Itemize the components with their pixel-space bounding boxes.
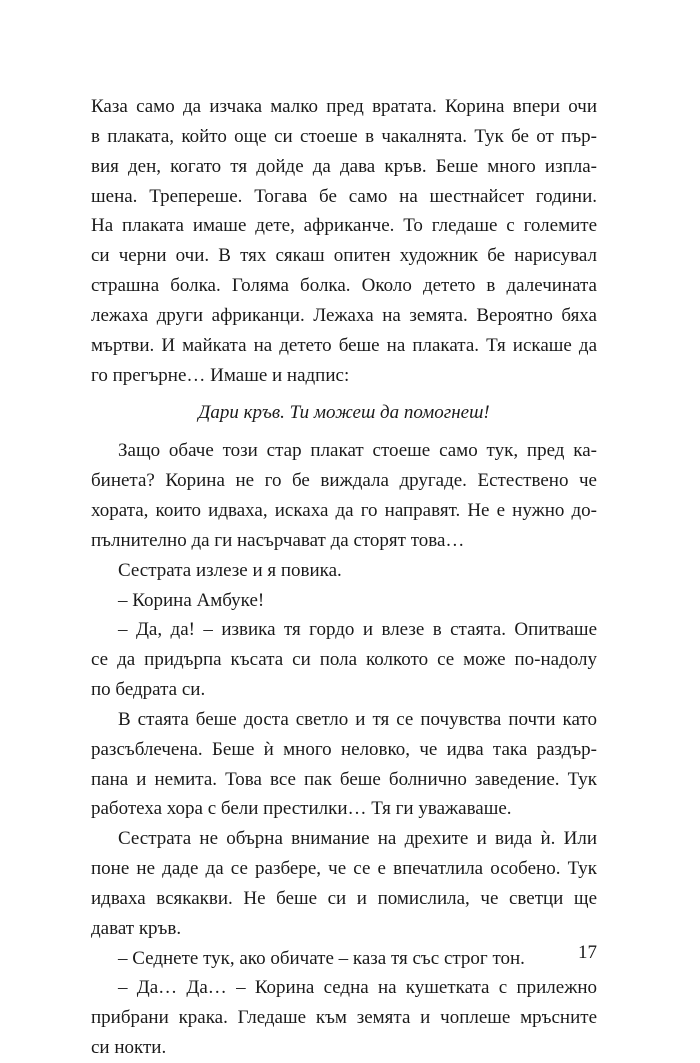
text-line: пълнително да ги насърчават да сторят това…: [91, 529, 465, 551]
text-line: Защо обаче този стар плакат стоеше само тук, пред ка-: [118, 440, 597, 462]
text-line: хората, които идваха, искаха да го направят. Не е нужно до-: [91, 499, 597, 521]
text-line: си черни очи. В тях сякаш опитен художник бе нарисувал: [91, 245, 597, 267]
text-line: пана и немита. Това все пак беше болнично заведение. Тук: [91, 768, 597, 790]
text-line: се да придърпа късата си пола колкото се може по-надолу: [91, 649, 597, 671]
dialogue-line: – Корина Амбуке!: [118, 589, 265, 611]
text-line: вия ден, когато тя дойде да дава кръв. Беше много изпла-: [91, 155, 597, 177]
text-line: дават кръв.: [91, 917, 182, 939]
text-line: Каза само да изчака малко пред вратата. Корина впери очи: [91, 96, 597, 117]
text-line: идваха всякакви. Не беше си и помислила, че светци ще: [91, 887, 597, 909]
text-line: работеха хора с бели престилки… Тя ги уважаваше.: [91, 798, 512, 820]
dialogue-line: – Седнете тук, ако обичате – каза тя със строг тон.: [118, 947, 525, 969]
epigraph: Дари кръв. Ти можеш да помогнеш!: [198, 402, 490, 424]
dialogue-line: – Да, да! – извика тя гордо и влезе в стаята. Опитваше: [118, 619, 597, 641]
text-line: го прегърне… Имаше и надпис:: [91, 364, 350, 386]
text-line: Сестрата не обърна внимание на дрехите и вида ѝ. Или: [118, 828, 597, 850]
page-number: 17: [578, 942, 597, 963]
text-line: си нокти.: [91, 1037, 167, 1059]
text-line: поне не даде да се разбере, че се е впечатлила особено. Тук: [91, 858, 597, 880]
text-line: Сестрата излезе и я повика.: [118, 559, 342, 581]
text-line: мъртви. И майката на детето беше на плаката. Тя искаше да: [91, 334, 597, 356]
text-line: по бедрата си.: [91, 679, 206, 701]
text-line: бинета? Корина не го бе виждала другаде. Естествено че: [91, 470, 597, 492]
text-line: прибрани крака. Гледаше към земята и чоплеше мръсните: [91, 1007, 597, 1029]
text-line: В стаята беше доста светло и тя се почувства почти като: [118, 708, 597, 730]
text-line: лежаха други африканци. Лежаха на земята. Вероятно бяха: [91, 304, 597, 326]
text-line: шена. Трепереше. Тогава бе само на шестнайсет години.: [91, 185, 597, 207]
text-line: На плаката имаше дете, африканче. То гледаше с големите: [91, 215, 597, 237]
text-line: разсъблечена. Беше ѝ много неловко, че идва така раздър-: [91, 738, 597, 760]
text-line: страшна болка. Голяма болка. Около детето в далечината: [91, 275, 597, 297]
dialogue-line: – Да… Да… – Корина седна на кушетката с прилежно: [118, 977, 597, 999]
text-line: в плаката, който още си стоеше в чакалнята. Тук бе от пър-: [91, 125, 597, 147]
body-text: [91, 92, 597, 1063]
